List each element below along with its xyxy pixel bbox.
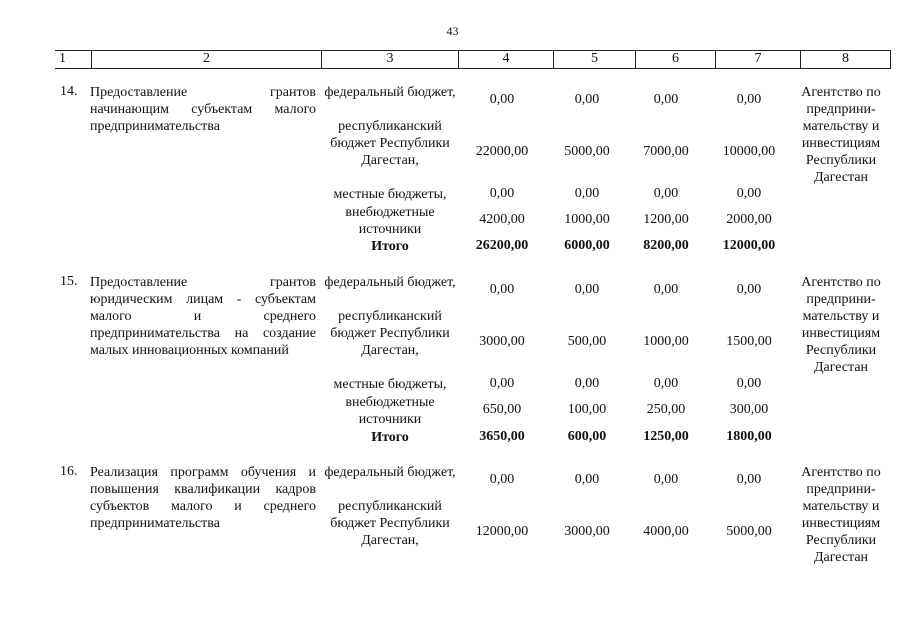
value-cell: 0,00 (489, 376, 515, 391)
value-cell: 300,00 (729, 402, 769, 417)
title-line: юридическим лицам - субъектам (90, 292, 316, 307)
value-cell: 0,00 (736, 282, 762, 297)
row-number: 15. (60, 274, 78, 289)
title-line: субъектов малого и среднего (90, 499, 316, 514)
source-republic: республиканский бюджет Республики Дагестан, (330, 119, 450, 168)
value-cell: 3000,00 (564, 524, 610, 539)
value-cell: 0,00 (736, 472, 762, 487)
total-cell: 12000,00 (722, 238, 776, 253)
title-line: Предоставление грантов (90, 85, 316, 100)
value-cell: 1200,00 (643, 212, 689, 227)
title-line: Предоставление грантов (90, 275, 316, 290)
value-cell: 0,00 (574, 376, 600, 391)
header-col-5: 5 (553, 51, 635, 68)
value-cell: 500,00 (567, 334, 607, 349)
title-line: малого и среднего (90, 309, 316, 324)
title-line: предпринимательства (90, 119, 220, 134)
source-total: Итого (371, 239, 409, 254)
header-col-4: 4 (458, 51, 553, 68)
total-cell: 26200,00 (475, 238, 529, 253)
value-cell: 0,00 (736, 376, 762, 391)
value-cell: 4200,00 (479, 212, 525, 227)
title-line: начинающим субъектам малого (90, 102, 316, 117)
row-title (90, 274, 316, 359)
value-cell: 1500,00 (726, 334, 772, 349)
value-cell: 0,00 (653, 376, 679, 391)
responsible-agency: Агентство по предприни- мательству и инвестициям Республики Дагестан (801, 85, 881, 185)
value-cell: 0,00 (574, 186, 600, 201)
value-cell: 5000,00 (726, 524, 772, 539)
total-cell: 3650,00 (479, 429, 525, 444)
row-title (90, 464, 316, 532)
total-cell: 600,00 (567, 429, 607, 444)
header-col-3: 3 (321, 51, 458, 68)
value-cell: 0,00 (653, 186, 679, 201)
value-cell: 100,00 (567, 402, 607, 417)
source-federal: федеральный бюджет, (324, 85, 456, 100)
value-cell: 0,00 (489, 186, 515, 201)
header-col-1: 1 (59, 51, 66, 66)
value-cell: 12000,00 (475, 524, 529, 539)
row-number: 14. (60, 84, 78, 99)
value-cell: 250,00 (646, 402, 686, 417)
table-header (55, 50, 891, 69)
total-cell: 8200,00 (643, 238, 689, 253)
value-cell: 22000,00 (475, 144, 529, 159)
value-cell: 10000,00 (722, 144, 776, 159)
value-cell: 7000,00 (643, 144, 689, 159)
value-cell: 1000,00 (643, 334, 689, 349)
page-number: 43 (446, 24, 459, 38)
header-col-7: 7 (715, 51, 800, 68)
source-republic: республиканский бюджет Республики Дагестан, (330, 499, 450, 548)
value-cell: 0,00 (736, 186, 762, 201)
title-line: повышения квалификации кадров (90, 482, 316, 497)
header-col-6: 6 (635, 51, 715, 68)
source-local: местные бюджеты, (333, 187, 447, 202)
value-cell: 0,00 (574, 472, 600, 487)
title-line: предпринимательства (90, 516, 220, 531)
value-cell: 0,00 (653, 282, 679, 297)
value-cell: 0,00 (574, 92, 600, 107)
value-cell: 0,00 (653, 92, 679, 107)
title-line: Реализация программ обучения и (90, 465, 316, 480)
value-cell: 0,00 (736, 92, 762, 107)
total-cell: 1800,00 (726, 429, 772, 444)
title-line: предпринимательства на создание (90, 326, 316, 341)
source-local: местные бюджеты, (333, 377, 447, 392)
value-cell: 0,00 (489, 282, 515, 297)
value-cell: 0,00 (489, 92, 515, 107)
value-cell: 0,00 (489, 472, 515, 487)
row-number: 16. (60, 464, 78, 479)
value-cell: 650,00 (482, 402, 522, 417)
row-title (90, 84, 316, 135)
total-cell: 1250,00 (643, 429, 689, 444)
header-col-2: 2 (91, 51, 321, 68)
total-cell: 6000,00 (564, 238, 610, 253)
source-federal: федеральный бюджет, (324, 275, 456, 290)
value-cell: 0,00 (653, 472, 679, 487)
header-col-8: 8 (800, 51, 891, 68)
responsible-agency: Агентство по предприни- мательству и инвестициям Республики Дагестан (801, 275, 881, 375)
value-cell: 1000,00 (564, 212, 610, 227)
title-line: малых инновационных компаний (90, 343, 289, 358)
source-extra: внебюджетные источники (345, 205, 435, 237)
value-cell: 2000,00 (726, 212, 772, 227)
value-cell: 0,00 (574, 282, 600, 297)
source-federal: федеральный бюджет, (324, 465, 456, 480)
source-total: Итого (371, 430, 409, 445)
value-cell: 5000,00 (564, 144, 610, 159)
value-cell: 4000,00 (643, 524, 689, 539)
value-cell: 3000,00 (479, 334, 525, 349)
source-republic: республиканский бюджет Республики Дагестан, (330, 309, 450, 358)
responsible-agency: Агентство по предприни- мательству и инвестициям Республики Дагестан (801, 465, 881, 565)
source-extra: внебюджетные источники (345, 395, 435, 427)
